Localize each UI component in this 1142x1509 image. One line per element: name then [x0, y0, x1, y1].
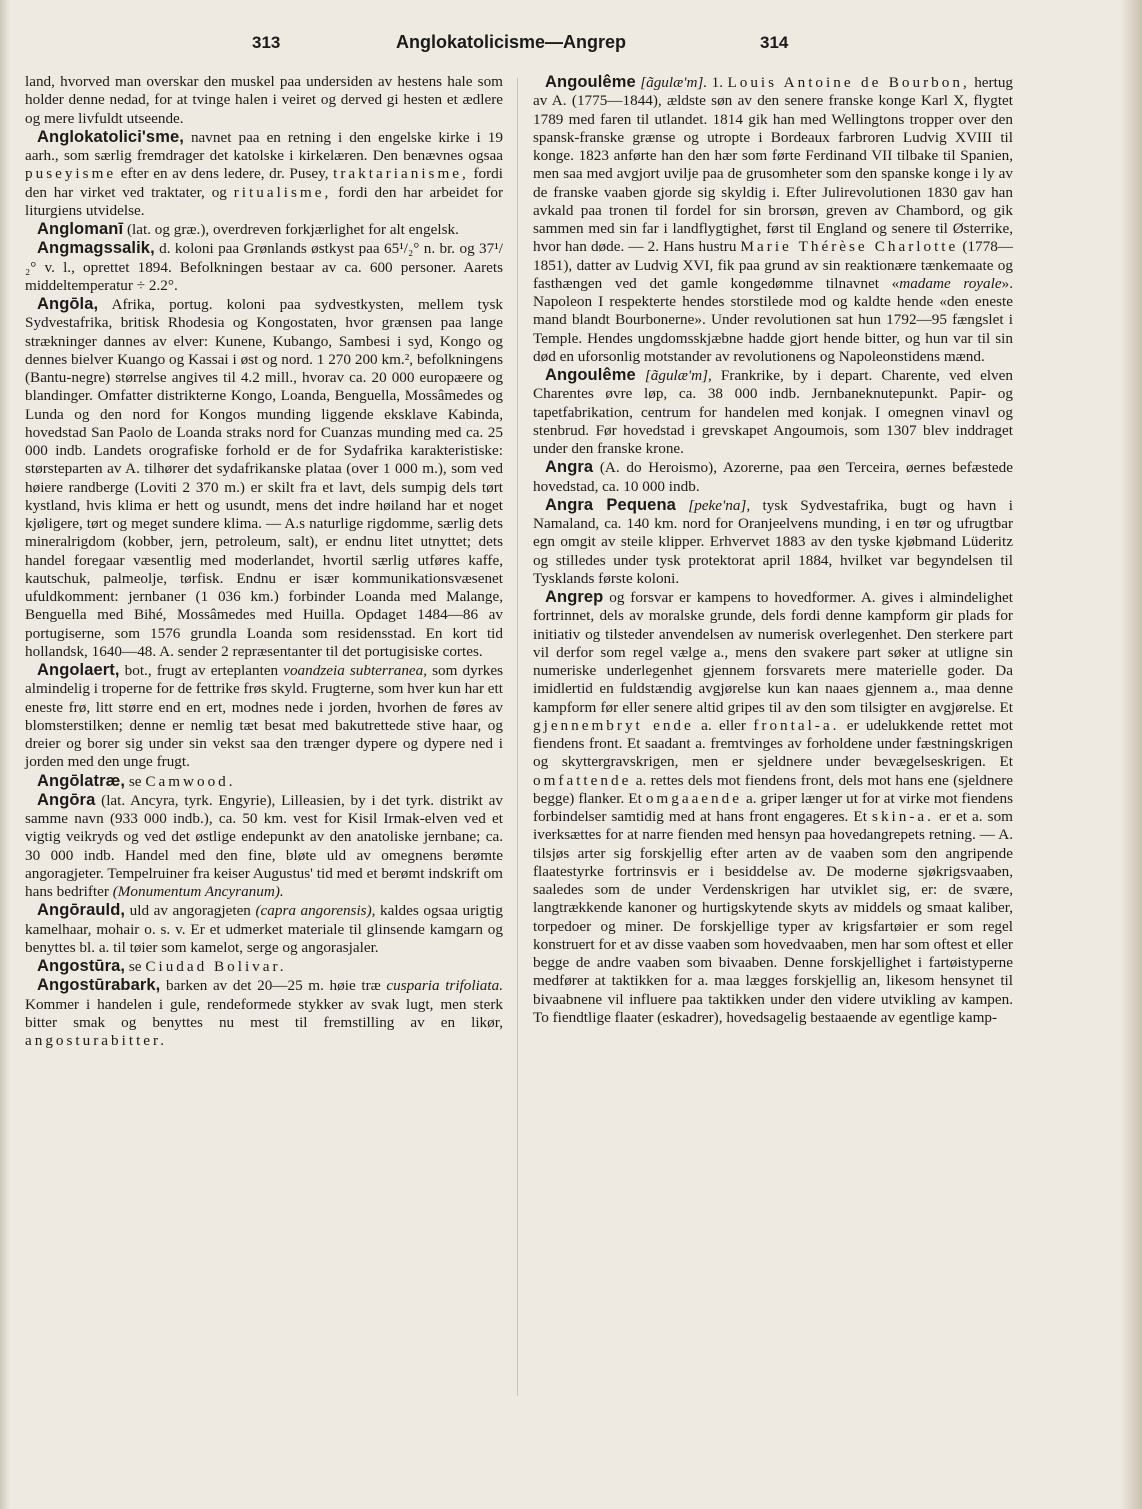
page-edge-right: [1120, 0, 1142, 1509]
entry-angmagssalik: Angmagssalik, d. koloni paa Grønlands østkyst paa 65¹/₂° n. br. og 37¹/₂° v. l., oprettet 1894. Befolkningen bestaar av ca. 600 personer. Aarets middeltemperatur ÷ 2.2°.: [25, 239, 503, 294]
page-edge-left: [0, 0, 10, 1509]
headword: Angra: [545, 458, 594, 477]
entry-angra-pequena: Angra Pequena [peke'na], tysk Sydvestafrika, bugt og havn i Namaland, ca. 140 km. nord for Oranjeelvens munding, i en tør og ufrugtbar egn omgit av steile klipper. Erhvervet 1883 av den tyske kjøbmand Lüderitz og stilledes under tysk protektorat april 1884, hvilket var begyndelsen til Tysklands første koloni.: [533, 495, 1013, 587]
entry-anglokatolicisme: Anglokatolici'sme, navnet paa en retning i den engelske kirke i 19 aarh., som særlig fremdrager det katolske i kirkelæren. Den benævnes ogsaa puseyisme efter en av dens ledere, dr. Pusey, traktarianisme, fordi den har virket ved traktater, og ritualisme, fordi den har arbeidet for liturgiens utvidelse.: [25, 127, 504, 219]
headword: Angōrauld,: [37, 901, 126, 920]
entry-angorauld: Angōrauld, uld av angoragjeten (capra angorensis), kaldes ogsaa urigtig kamelhaar, mohair o. s. v. Er et udmerket materiale til glinsende kamgarn og benyttes bl. a. til tøier som kamelot, serge og angorasjaler.: [25, 901, 503, 956]
headword: Angostūrabark,: [37, 976, 161, 995]
entry-angra: Angra (A. do Heroismo), Azorerne, paa øen Terceira, øernes befæstede hovedstad, ca. 10 000 indb.: [533, 458, 1013, 495]
headword: Angōra: [37, 790, 96, 809]
entry-angosturabark: Angostūrabark, barken av det 20—25 m. høie træ cusparia trifoliata. Kommer i handelen i gule, rendeformede stykker av svak lugt, men sterk bitter smak og benyttes nu mest til fremstilling av en likør, angosturabitter.: [25, 976, 504, 1049]
headword: Angmagssalik,: [37, 239, 155, 258]
headword: Angostūra,: [37, 957, 126, 975]
headword: Anglokatolici'sme,: [37, 127, 184, 146]
column-right: [533, 73, 1013, 1403]
page-number-right: 314: [760, 33, 789, 52]
entry-angolatrae: Angōlatræ, se Camwood.: [37, 771, 236, 790]
entry-angola: Angōla, Afrika, portug. koloni paa sydvestkysten, mellem tysk Sydvestafrika, britisk Rhodesia og Kongostaten, hvor grænsen paa lange strækninger dannes av elver: Kunene, Kubango, Sambesi i syd, Kongo og dennes bielver Kuango og Kassai i øst og nord. 1 270 200 km.², befolkningens (Bantu-negre) størrelse angives til 4.2 mill., hvorav ca. 20 000 europæere og blandinger. Omfatter distrikterne Kongo, Loanda, Benguella, Mossâmedes og Lunda og den nord for Kongos munding liggende eksklave Kabinda, hovedstad San Paolo de Loanda straks nord for Cuanzas munding med ca. 25 000 indb. Landets orografiske forhold er de for Sydafrika karakteristiske: størsteparten av A. tilhører det sydafrikanske plataa (over 1 000 m.), som ved høiere randberge (Loviti 2 370 m.) er skilt fra et lavt, dels sumpig dels tørt kystland, hvis klima er hett og usundt, mens det indre høiland har et noget kjøligere, tørt og meget sundere klima. — A.s naturlige rigdomme, særlig dets mineralrigdom (kobber, jern, petroleum, salt), er endnu litet utnyttet; dets handel foregaar væsentlig med moderlandet, hvortil særlig utføres kaffe, kautschuk, palmeolje, tørfisk. Endnu er især kommunikationsvæsenet ufuldkomment: jernbaner (1 036 km.) forbinder Loanda med Malange, Benguella med Bihé, Mossâmedes med Huilla. Opdaget 1484—86 av portugiserne, som 1576 grundla Loanda som residensstad. En kort tid hollandsk, 1640—48. A. sender 2 repræsentanter til det portugisiske cortes.: [25, 295, 503, 660]
headword: Angrep: [545, 588, 604, 606]
entry-angouleme-city: Angoulême [ãgulæ'm], Frankrike, by i depart. Charente, ved elven Charentes øvre løp, ca. 38 000 indb. Jernbaneknutepunkt. Papir- og tapetfabrikation, centrum for handelen med konjak. I omegnen vinavl og stenbrud. Før hovedstad i grevskapet Angoumois, som 1307 blev inddraget under den franske krone.: [533, 366, 1013, 457]
column-divider: [517, 78, 518, 1396]
headword: Angra Pequena: [545, 495, 676, 514]
headword: Angōlatræ,: [37, 771, 126, 790]
entry-angostura: Angostūra, se Ciudad Bolivar.: [37, 957, 287, 975]
entry-angolaert: Angolaert, bot., frugt av erteplanten voandzeia subterranea, som dyrkes almindelig i troperne for de fettrike frøs skyld. Frugterne, som hver kun har ett eneste frø, litt større end en ert, modnes nede i jorden, hvorhen de føres av blomsterstilken; denne er nemlig tæt besat med bakutrettede stive haar, og dreier og borer sig under sin vekst saa den trænger dypere og dypere ned i jorden med den unge frugt.: [25, 661, 503, 771]
entry-anglomani: Anglomanī (lat. og græ.), overdreven forkjærlighet for alt engelsk.: [37, 220, 459, 238]
page-number-left: 313: [252, 33, 281, 52]
entry-continuation: land, hvorved man overskar den muskel paa undersiden av hestens hale som holder denne nedad, for at tvinge halen i veiret og derved gi hesten et ædlere og mere livfuldt utseende.: [25, 73, 503, 127]
headword: Angoulême: [545, 73, 636, 91]
headword: Angoulême: [545, 366, 636, 384]
entry-angouleme-person: Angoulême [ãgulæ'm]. 1. Louis Antoine de Bourbon, hertug av A. (1775—1844), ældste søn av den senere franske konge Karl X, flygtet 1789 med faren til utlandet. 1814 gik han med Wellingtons tropper over den spansk-franske grænse og utropte i Bordeaux farbroren Ludvig XVIII til konge. 1823 anførte han den hær som førte Ferdinand VII tilbake til Spanien, men saa med avgjort uvilje paa de grusomheter som den spanske konge i ly av de franske vaaben gjorde sig skyldig i. Efter Julirevolutionen 1830 gav han avkald paa tronen til fordel for sin brorsøn, greven av Chambord, og gik sammen med sin far i landflygtighet, først til England og senere til Østerrike, hvor han døde. — 2. Hans hustru Marie Thérèse Charlotte (1778—1851), datter av Ludvig XVI, fik paa grund av sin reaktionære tænkemaate og fasthængen ved det gamle kongedømme tilnavnet «madame royale». Napoleon I respekterte hendes storstilede mod og kaldte hende «den eneste mand blandt Bourbonerne». Under revolutionen sat hun 1792—95 fængslet i Temple. Hendes ungdomsskjæbne hadde gjort hende bitter, og hun var til sin død en uforsonlig motstander av revolutionens og Napoleonstidens mænd.: [533, 73, 1014, 365]
headword: Anglomanī: [37, 220, 124, 238]
running-title: Anglokatolicisme—Angrep: [396, 32, 627, 52]
column-left: [25, 73, 503, 1403]
headword: Angōla,: [37, 295, 99, 313]
entry-angora: Angōra (lat. Ancyra, tyrk. Engyrie), Lilleasien, by i det tyrk. distrikt av samme navn (933 000 indb.), ca. 50 km. vest for Kisil Irmak-elven ved et vigtig veikryds og ved det østlige endepunkt av den anatoliske jernbane; ca. 30 000 indb. Handel med den fine, bløte uld av omegnens berømte angoragjeter. Tempelruiner fra keiser Augustus' tid med et berømt indskrift om hans bedrifter (Monumentum Ancyranum).: [25, 790, 503, 900]
entry-angrep: Angrep og forsvar er kampens to hovedformer. A. gives i almindelighet fortrinnet, dels av moralske grunde, dels fordi denne kampform gir plads for initiativ og tilsteder anvendelsen av numerisk overlegenhet. Den sterkere part vil derfor som regel vælge a., mens den svakere part søker at utligne sin numeriske underlegenhet gjennem forsvarets mere materielle goder. Da imidlertid en fuldstændig avgjørelse kun kan naaes gjennem a., maa denne kampform før eller senere altid gripes til av den som tilsigter en avgjørelse. Et gjennembryt ende a. eller frontal-a. er udelukkende rettet mot fiendens front. Et saadant a. fremtvinges av forholdene under fæstningskrigen og skyttergravskrigen, men er sjeldnere under bevægelseskrigen. Et omfattende a. rettes dels mot fiendens front, dels mot hans ene (sjeldnere begge) flanker. Et omgaaende a. griper længer ut for at virke mot fiendens forbindelser samtidig med at hans front engageres. Et skin-a. er et a. som iverksættes for at narre fienden med hensyn paa hovedangrepets retning. — A. tilsjøs arter sig forskjellig efter arten av de vaaben som den angripende flaatestyrke fortrinsvis er i besiddelse av. De moderne sjøkrigsvaaben, saaledes som de under Verdenskrigen har utviklet sig, er: de svære, langtrækkende kanoner og hurtigskytende skyts av middels og smaat kaliber, torpedoer og miner. De forskjellige typer av krigsfartøier er som regel konstruert for et av disse vaaben som hovedvaaben, men har som oftest et eller begge de andre vaaben som bivaaben. Denne forskjellighet i fartøistyperne medfører at taktikken for a. maa lægges forskjellig an, likesom hensynet til bivaabnene vil influere paa taktikken under den videre utvikling av kampen. To fiendtlige flaater (eskadrer), hovedsagelig bestaaende av egentlige kamp-: [533, 588, 1014, 1026]
headword: Angolaert,: [37, 661, 120, 679]
page-header: [0, 33, 1142, 57]
